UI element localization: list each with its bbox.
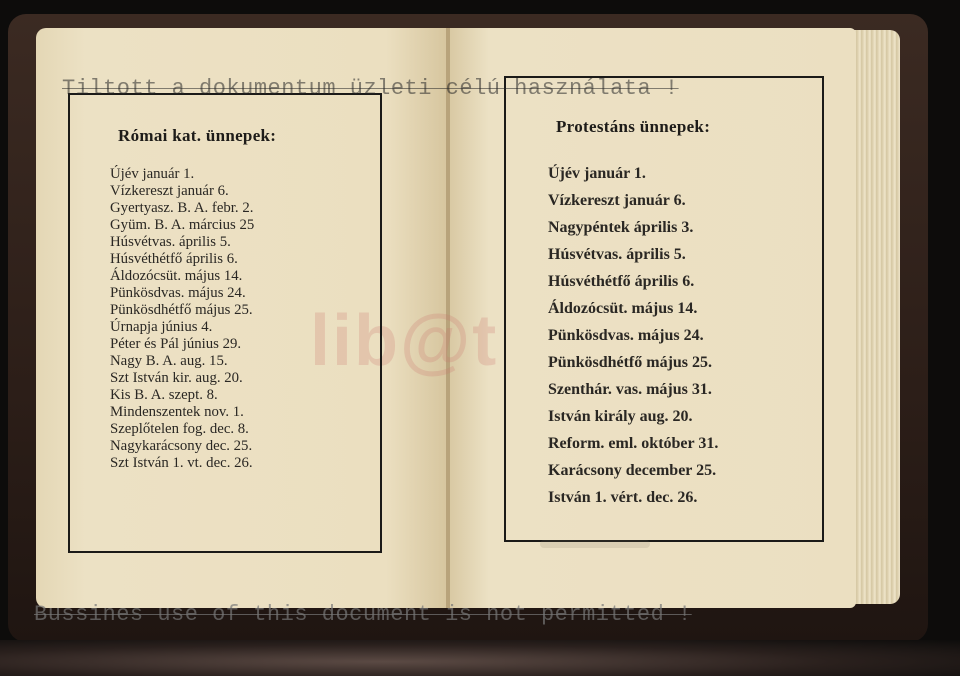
right-page-title: Protestáns ünnepek: <box>556 117 711 136</box>
list-item: Vízkereszt január 6. <box>110 183 229 199</box>
list-item: Reform. eml. október 31. <box>548 435 719 452</box>
watermark-top: Tiltott a dokumentum üzleti célú használata ! <box>62 76 679 101</box>
left-page-title: Római kat. ünnepek: <box>118 126 277 145</box>
list-item: Áldozócsüt. május 14. <box>548 300 698 317</box>
list-item: Szt István kir. aug. 20. <box>110 370 243 386</box>
list-item: Szeplőtelen fog. dec. 8. <box>110 421 249 437</box>
list-item: Szt István 1. vt. dec. 26. <box>110 455 253 471</box>
right-holiday-list <box>548 160 718 511</box>
watermark-bottom: Bussines use of this document is not permitted ! <box>34 602 692 627</box>
list-item: Nagy B. A. aug. 15. <box>110 353 228 369</box>
left-holiday-list <box>110 166 254 472</box>
list-item: Pünkösdvas. május 24. <box>110 285 246 301</box>
library-stamp: lib@t <box>310 301 499 381</box>
list-item: István 1. vért. dec. 26. <box>548 489 698 506</box>
list-item: Péter és Pál június 29. <box>110 336 242 352</box>
list-item: Gyertyasz. B. A. febr. 2. <box>110 200 254 216</box>
list-item: Áldozócsüt. május 14. <box>110 268 243 284</box>
list-item: Pünkösdhétfő május 25. <box>548 354 713 371</box>
list-item: Karácsony december 25. <box>548 462 717 479</box>
list-item: Újév január 1. <box>548 165 646 182</box>
list-item: Húsvéthétfő április 6. <box>110 251 238 267</box>
list-item: Mindenszentek nov. 1. <box>110 404 244 420</box>
list-item: Nagypéntek április 3. <box>548 219 694 236</box>
page-edges <box>852 30 900 604</box>
list-item: Vízkereszt január 6. <box>548 192 686 209</box>
list-item: Pünkösdhétfő május 25. <box>110 302 253 318</box>
list-item: Húsvéthétfő április 6. <box>548 273 695 290</box>
list-item: István király aug. 20. <box>548 408 693 425</box>
list-item: Újév január 1. <box>110 166 195 182</box>
list-item: Nagykarácsony dec. 25. <box>110 438 253 454</box>
list-item: Pünkösdvas. május 24. <box>548 327 704 344</box>
list-item: Úrnapja június 4. <box>110 319 213 335</box>
list-item: Húsvétvas. április 5. <box>110 234 231 250</box>
list-item: Húsvétvas. április 5. <box>548 246 686 263</box>
list-item: Kis B. A. szept. 8. <box>110 387 218 403</box>
bleed-through-smudge <box>540 540 650 548</box>
hand-background <box>0 640 960 676</box>
list-item: Gyüm. B. A. március 25 <box>110 217 255 233</box>
list-item: Szenthár. vas. május 31. <box>548 381 712 398</box>
